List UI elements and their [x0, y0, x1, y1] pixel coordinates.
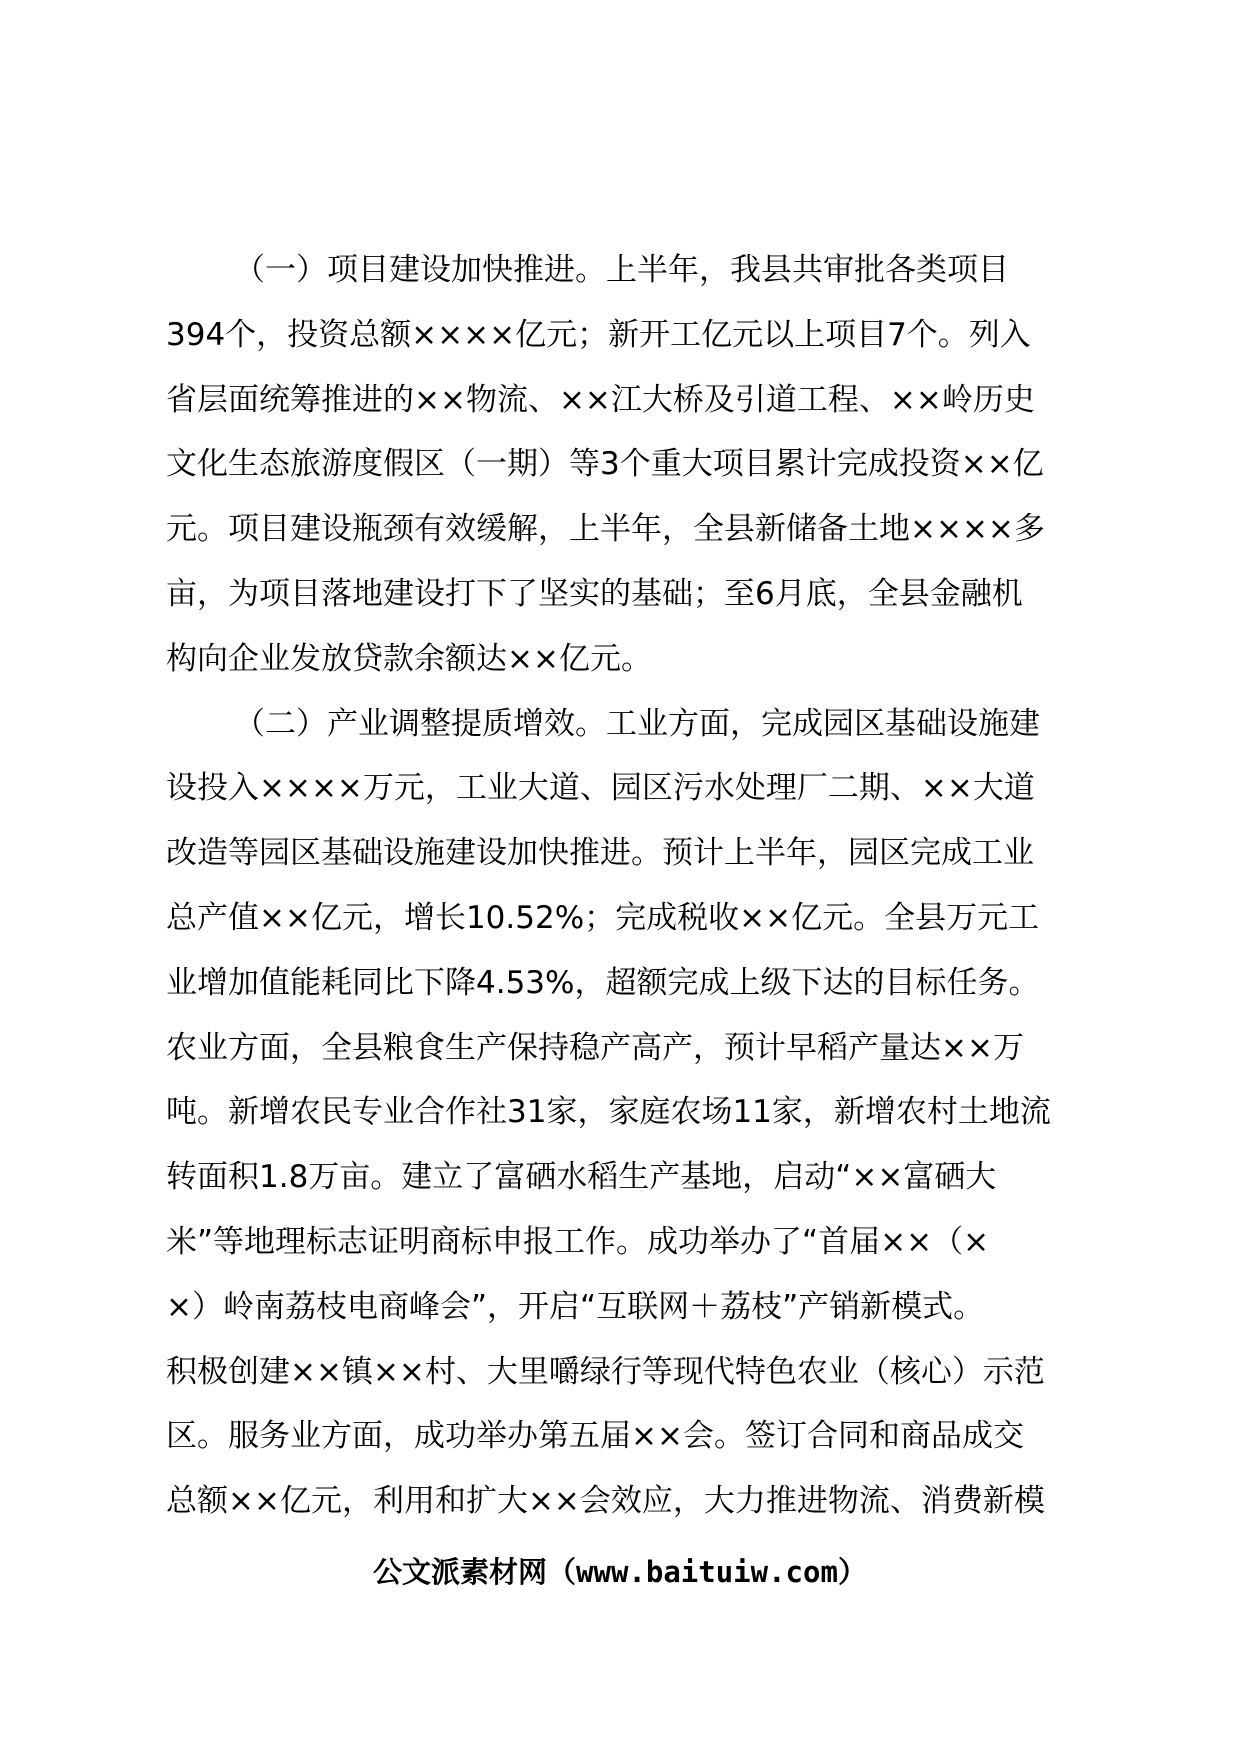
paragraph-2-heading-line: （二）产业调整提质增效。工业方面，完成园区基础设施建: [234, 705, 1040, 742]
text-line: 设投入××××万元，工业大道、园区污水处理厂二期、××大道: [166, 770, 1035, 807]
body-text: [166, 238, 1114, 1534]
footer-paren-open: （: [547, 1555, 577, 1589]
text-line: 394个，投资总额××××亿元；新开工亿元以上项目7个。列入: [166, 316, 1031, 353]
text-line: 吨。新增农民专业合作社31家，家庭农场11家，新增农村土地流: [166, 1094, 1051, 1131]
paragraph-1-heading-line: （一）项目建设加快推进。上半年，我县共审批各类项目: [234, 252, 1009, 288]
text-line: 转面积1.8万亩。建立了富硒水稻生产基地，启动“××富硒大: [166, 1159, 997, 1196]
text-line: 改造等园区基础设施建设加快推进。预计上半年，园区完成工业: [166, 835, 1034, 872]
text-line: 文化生态旅游度假区（一期）等3个重大项目累计完成投资××亿: [166, 446, 1044, 483]
text-line: 米”等地理标志证明商标申报工作。成功举办了“首届××（×: [166, 1223, 990, 1260]
text-line: 元。项目建设瓶颈有效缓解，上半年，全县新储备土地××××多: [166, 511, 1045, 548]
text-line: 区。服务业方面，成功举办第五届××会。签订合同和商品成交: [166, 1418, 1024, 1455]
text-line: 亩，为项目落地建设打下了坚实的基础；至6月底，全县金融机: [166, 575, 1023, 612]
footer-paren-close: ）: [837, 1555, 867, 1589]
footer-url: www.baituiw.com: [576, 1555, 838, 1589]
text-line: 构向企业发放贷款余额达××亿元。: [166, 640, 652, 677]
text-line: 总额××亿元，利用和扩大××会效应，大力推进物流、消费新模: [166, 1483, 1045, 1520]
text-line: 业增加值能耗同比下降4.53%，超额完成上级下达的目标任务。: [166, 964, 1040, 1001]
text-line: 农业方面，全县粮食生产保持稳产高产，预计早稻产量达××万: [166, 1029, 1024, 1066]
text-line: 总产值××亿元，增长10.52%；完成税收××亿元。全县万元工: [166, 899, 1040, 936]
text-line: 积极创建××镇××村、大里嚼绿行等现代特色农业（核心）示范: [166, 1353, 1045, 1390]
page-footer: [0, 1552, 1240, 1592]
footer-site-name: 公文派素材网: [373, 1555, 548, 1589]
text-line: 省层面统筹推进的××物流、××江大桥及引道工程、××岭历史: [166, 381, 1035, 418]
text-line: ×）岭南荔枝电商峰会”，开启“互联网＋荔枝”产销新模式。: [166, 1288, 985, 1325]
